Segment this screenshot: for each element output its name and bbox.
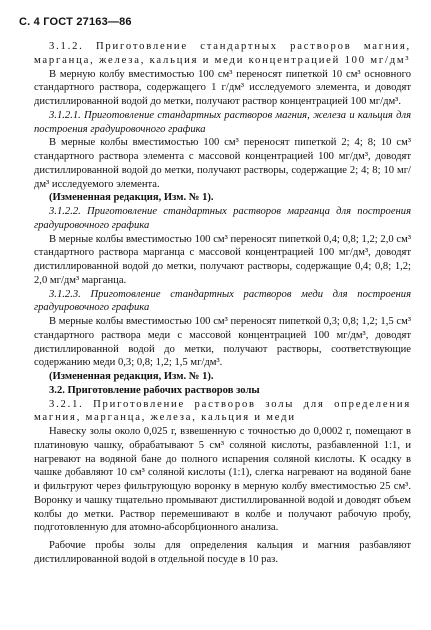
section-3-1-2-2-body: В мерные колбы вместимостью 100 см³ переносят пипеткой 0,4; 0,8; 1,2; 2,0 см³ стандартного раствора марганца с массовой концентрацией 100 мг/дм³, доводят дистиллированной водой до метки, получают растворы, содержащие 0,4; 0,8; 1,2; 2,0 мг/дм³ марганца.: [34, 233, 411, 286]
section-3-2-1-heading: 3.2.1. Приготовление растворов золы для определения магния, марганца, железа, кальция и меди: [34, 398, 411, 424]
section-3-1-2-3-body: В мерные колбы вместимостью 100 см³ переносят пипеткой 0,3; 0,8; 1,2; 1,5 см³ стандартного раствора меди с массовой концентрацией 100 мг/дм³, доводят дистиллированной водой до метки, получают растворы, соответствующие содержанию меди 0,3; 0,8; 1,2; 1,5 мг/дм³.: [34, 316, 411, 369]
section-3-1-2-heading: 3.1.2. Приготовление стандартных растворов магния, марганца, железа, кальция и меди концентрацией 100 мг/дм³: [34, 41, 411, 66]
page-header: С. 4 ГОСТ 27163—86: [19, 16, 132, 28]
section-3-2-1-body: Навеску золы около 0,025 г, взвешенную с точностью до 0,0002 г, помещают в платиновую чашку, обрабатывают 5 см³ соляной кислоты, разбавленной 1:1, и нагревают на водяной бане до полного испарения соляной кислоты. К осадку в чашке добавляют 10 см³ соляной кислоты (1:1), слегка нагревают на водяной бане и фильтруют через фильтрующую воронку в мерную колбу вместимостью 25 см³. Воронку и чашку тщательно промывают дистиллированной водой и доводят объем колбы до метки. Раствор перемешивают в колбе и получают рабочую пробу, подготовленную для атомно-абсорбционного анализа.: [34, 426, 411, 534]
document-body: [34, 40, 411, 567]
section-3-1-2-1-edition-note: (Измененная редакция, Изм. № 1).: [49, 192, 214, 204]
section-3-1-2-3-edition-note: (Измененная редакция, Изм. № 1).: [49, 371, 214, 382]
section-3-1-2-3-heading: 3.1.2.3. Приготовление стандартных растворов меди для построения градуировочного графика: [34, 288, 411, 314]
section-3-1-2-1-body: В мерные колбы вместимостью 100 см³ переносят пипеткой 2; 4; 8; 10 см³ стандартного раствора элемента с массовой концентрацией 100 мг/дм³, доводят дистиллированной водой до метки, получают растворы, содержащие 2; 4; 8; 10 мг/дм³ исследуемого элемента.: [34, 137, 411, 190]
section-3-2-1-body-2: Рабочие пробы золы для определения кальция и магния разбавляют дистиллированной водой в отдельной посуде в 10 раз.: [34, 540, 411, 565]
section-3-2-heading: 3.2. Приготовление рабочих растворов золы: [49, 384, 260, 396]
section-3-1-2-2-heading: 3.1.2.2. Приготовление стандартных растворов марганца для построения градуировочного графика: [34, 206, 411, 231]
section-3-1-2-1-heading: 3.1.2.1. Приготовление стандартных растворов магния, железа и кальция для построения градуировочного графика: [34, 109, 411, 135]
section-3-1-2-body: В мерную колбу вместимостью 100 см³ переносят пипеткой 10 см³ основного стандартного раствора, содержащего 1 г/дм³ исследуемого элемента, и доводят дистиллированной водой до метки, получают раствор концентрацией 100 мг/дм³.: [34, 68, 411, 107]
